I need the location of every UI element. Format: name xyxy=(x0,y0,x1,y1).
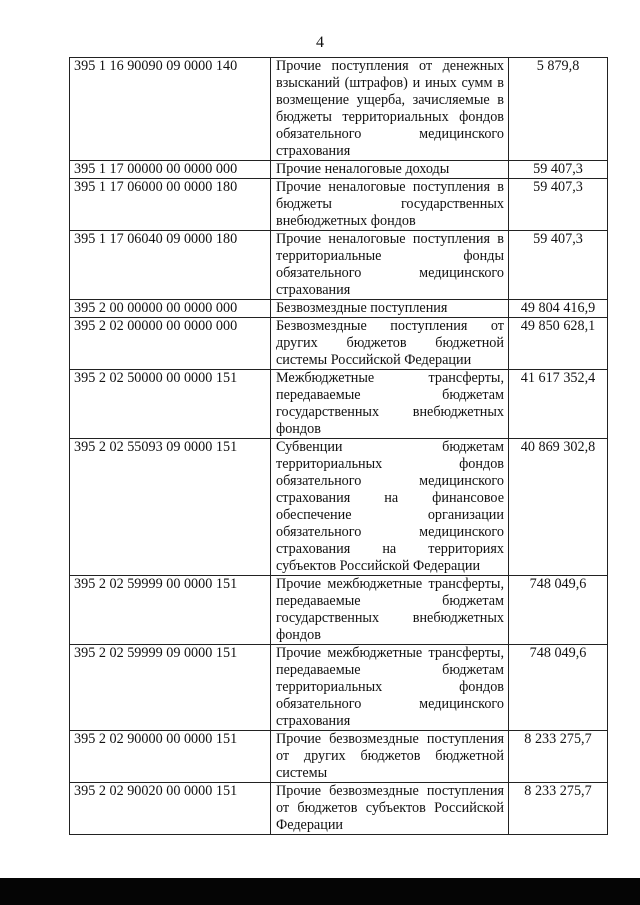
revenue-name: Прочие неналоговые поступления в бюджеты государственных внебюджетных фондов xyxy=(271,179,509,231)
revenue-name: Прочие поступления от денежных взысканий (штрафов) и иных сумм в возмещение ущерба, зачисляемые в бюджеты территориальных фондов обязательного медицинского страхования xyxy=(271,58,509,161)
revenue-amount: 5 879,8 xyxy=(509,58,608,161)
revenue-amount: 59 407,3 xyxy=(509,231,608,300)
revenue-name: Межбюджетные трансферты, передаваемые бюджетам государственных внебюджетных фондов xyxy=(271,370,509,439)
budget-classification-code: 395 2 02 59999 00 0000 151 xyxy=(70,576,271,645)
table-row xyxy=(70,370,608,439)
revenue-amount: 748 049,6 xyxy=(509,645,608,731)
table-row xyxy=(70,179,608,231)
revenue-name: Прочие безвозмездные поступления от бюджетов субъектов Российской Федерации xyxy=(271,783,509,835)
budget-classification-code: 395 1 17 06040 09 0000 180 xyxy=(70,231,271,300)
revenue-amount: 59 407,3 xyxy=(509,161,608,179)
table-row xyxy=(70,300,608,318)
revenue-name: Безвозмездные поступления от других бюджетов бюджетной системы Российской Федерации xyxy=(271,318,509,370)
table-row xyxy=(70,783,608,835)
revenue-amount: 8 233 275,7 xyxy=(509,783,608,835)
budget-classification-code: 395 1 17 06000 00 0000 180 xyxy=(70,179,271,231)
revenue-amount: 49 850 628,1 xyxy=(509,318,608,370)
budget-classification-code: 395 2 02 50000 00 0000 151 xyxy=(70,370,271,439)
revenue-name: Прочие межбюджетные трансферты, передаваемые бюджетам государственных внебюджетных фондов xyxy=(271,576,509,645)
table-row xyxy=(70,318,608,370)
revenue-amount: 41 617 352,4 xyxy=(509,370,608,439)
table-row xyxy=(70,58,608,161)
table-row xyxy=(70,161,608,179)
revenue-name: Прочие безвозмездные поступления от других бюджетов бюджетной системы xyxy=(271,731,509,783)
budget-classification-code: 395 2 00 00000 00 0000 000 xyxy=(70,300,271,318)
table-body xyxy=(70,58,608,835)
revenue-amount: 59 407,3 xyxy=(509,179,608,231)
revenue-amount: 40 869 302,8 xyxy=(509,439,608,576)
revenue-amount: 8 233 275,7 xyxy=(509,731,608,783)
budget-classification-code: 395 1 16 90090 09 0000 140 xyxy=(70,58,271,161)
table-row xyxy=(70,439,608,576)
table-row xyxy=(70,731,608,783)
budget-classification-code: 395 2 02 00000 00 0000 000 xyxy=(70,318,271,370)
revenue-amount: 748 049,6 xyxy=(509,576,608,645)
revenue-amount: 49 804 416,9 xyxy=(509,300,608,318)
page-number: 4 xyxy=(316,34,324,51)
table-row xyxy=(70,576,608,645)
budget-classification-code: 395 1 17 00000 00 0000 000 xyxy=(70,161,271,179)
revenue-name: Прочие неналоговые поступления в территориальные фонды обязательного медицинского страхования xyxy=(271,231,509,300)
table-row xyxy=(70,645,608,731)
scan-edge-band xyxy=(0,878,640,905)
revenue-name: Безвозмездные поступления xyxy=(271,300,509,318)
budget-classification-code: 395 2 02 90020 00 0000 151 xyxy=(70,783,271,835)
revenue-name: Прочие неналоговые доходы xyxy=(271,161,509,179)
revenue-name: Прочие межбюджетные трансферты, передаваемые бюджетам территориальных фондов обязательного медицинского страхования xyxy=(271,645,509,731)
budget-classification-code: 395 2 02 55093 09 0000 151 xyxy=(70,439,271,576)
budget-classification-code: 395 2 02 59999 09 0000 151 xyxy=(70,645,271,731)
revenue-name: Субвенции бюджетам территориальных фондов обязательного медицинского страхования на финансовое обеспечение организации обязательного медицинского страхования на территориях субъектов Российской Федерации xyxy=(271,439,509,576)
table-row xyxy=(70,231,608,300)
budget-revenue-table xyxy=(69,57,608,835)
budget-classification-code: 395 2 02 90000 00 0000 151 xyxy=(70,731,271,783)
